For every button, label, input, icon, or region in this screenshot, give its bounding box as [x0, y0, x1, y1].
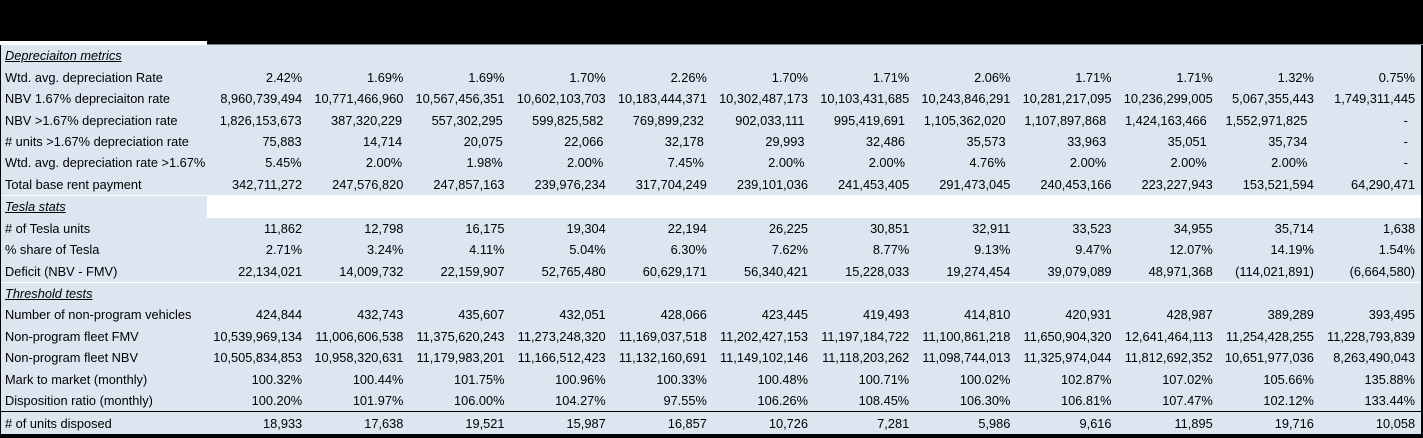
value-cell[interactable] [1118, 196, 1219, 217]
value-cell[interactable]: 1.70% [771, 69, 809, 85]
value-cell[interactable]: 60,629,171 [642, 263, 707, 279]
row-label-cell[interactable]: Mark to market (monthly) [5, 371, 148, 387]
row-label-cell[interactable]: NBV >1.67% depreciation rate [5, 112, 178, 128]
row-label-cell[interactable]: # of Tesla units [5, 220, 91, 236]
value-cell[interactable]: 419,493 [862, 307, 910, 323]
value-cell[interactable]: 11,812,692,352 [1124, 350, 1213, 366]
value-cell[interactable]: 48,971,368 [1148, 263, 1213, 279]
table-row [1, 195, 1421, 217]
value-cell[interactable]: 101.97% [352, 393, 404, 409]
value-cell[interactable]: 39,079,089 [1047, 263, 1112, 279]
value-cell[interactable]: 317,704,249 [635, 176, 707, 192]
value-cell[interactable] [308, 45, 409, 66]
value-cell[interactable] [207, 283, 308, 304]
value-cell[interactable]: 247,857,163 [433, 176, 505, 192]
value-cell[interactable] [1320, 45, 1421, 66]
value-cell[interactable]: 16,857 [667, 415, 707, 431]
value-cell[interactable]: 11,169,037,518 [618, 328, 707, 344]
value-cell[interactable]: 5,986 [978, 415, 1011, 431]
value-cell[interactable]: 0.75% [1378, 69, 1416, 85]
value-cell[interactable] [713, 196, 814, 217]
value-cell[interactable]: 10,183,444,371 [617, 91, 707, 107]
value-cell[interactable] [915, 45, 1016, 66]
value-cell[interactable]: 239,101,036 [736, 176, 809, 192]
value-cell[interactable]: 5.45% [265, 155, 302, 171]
value-cell[interactable]: 9.47% [1075, 242, 1112, 258]
header-values-band [207, 0, 1423, 45]
value-cell[interactable]: 135.88% [1364, 371, 1416, 387]
value-cell[interactable] [207, 196, 308, 217]
value-cell[interactable]: 22,159,907 [440, 263, 505, 279]
value-cell[interactable] [612, 45, 713, 66]
value-cell[interactable]: 22,134,021 [238, 263, 303, 279]
value-cell[interactable]: 428,987 [1166, 307, 1213, 323]
value-cell[interactable]: 11,149,102,146 [720, 350, 809, 366]
value-cell[interactable]: 106.30% [959, 393, 1011, 409]
value-cell[interactable]: 2.06% [974, 69, 1011, 85]
value-cell[interactable] [409, 45, 510, 66]
row-label-cell[interactable]: Non-program fleet NBV [5, 350, 138, 366]
table-row [1, 88, 1421, 109]
value-cell[interactable] [1016, 196, 1117, 217]
value-cell[interactable]: 2.00% [1069, 155, 1107, 171]
value-cell[interactable]: 342,711,272 [231, 176, 303, 192]
value-cell[interactable]: 33,523 [1072, 220, 1112, 236]
value-cell[interactable]: 10,958,320,631 [314, 350, 404, 366]
value-cell[interactable] [308, 196, 409, 217]
value-cell[interactable]: 10,505,834,853 [213, 350, 303, 366]
value-cell[interactable]: 11,132,160,691 [618, 350, 707, 366]
value-cell[interactable]: 22,066 [564, 133, 604, 149]
value-cell[interactable]: 153,521,594 [1242, 176, 1314, 192]
value-cell[interactable]: 11,254,428,255 [1225, 328, 1314, 344]
value-cell[interactable]: 223,227,943 [1141, 176, 1213, 192]
value-cell[interactable]: 4.11% [469, 242, 505, 258]
value-cell[interactable]: 15,228,033 [845, 263, 910, 279]
value-cell[interactable]: 100.33% [656, 371, 707, 387]
value-cell[interactable]: 106.00% [453, 393, 505, 409]
value-cell[interactable]: 1,424,163,466 [1124, 112, 1207, 128]
value-cell[interactable] [612, 196, 713, 217]
value-cell[interactable]: 17,638 [364, 415, 404, 431]
value-cell[interactable] [713, 45, 814, 66]
value-cell[interactable]: 1,107,897,868 [1024, 112, 1107, 128]
value-cell[interactable]: 108.45% [858, 393, 910, 409]
row-label-cell[interactable]: # of units disposed [5, 415, 112, 431]
value-cell[interactable] [308, 283, 409, 304]
value-cell[interactable]: 5.04% [569, 242, 606, 258]
value-cell[interactable]: 387,320,229 [330, 112, 403, 128]
value-cell[interactable]: - [1403, 155, 1408, 171]
value-cell[interactable]: 33,963 [1067, 133, 1107, 149]
value-cell[interactable]: 995,419,691 [833, 112, 906, 128]
value-cell[interactable]: 428,066 [660, 307, 707, 323]
value-cell[interactable]: 14,009,732 [339, 263, 404, 279]
table-row [1, 152, 1421, 173]
value-cell[interactable]: 101.75% [453, 371, 505, 387]
value-cell[interactable]: 10,103,431,685 [820, 91, 910, 107]
value-cell[interactable]: 432,051 [559, 307, 606, 323]
value-cell[interactable]: 18,933 [263, 415, 303, 431]
table-bottom-border [0, 434, 1423, 438]
value-cell[interactable]: 902,033,111 [735, 112, 805, 128]
value-cell[interactable]: 12.07% [1169, 242, 1213, 258]
value-cell[interactable]: 10,771,466,960 [314, 91, 404, 107]
value-cell[interactable]: 5,067,355,443 [1232, 91, 1314, 107]
value-cell[interactable]: 10,302,487,173 [719, 91, 809, 107]
value-cell[interactable]: 420,931 [1065, 307, 1112, 323]
value-cell[interactable]: 1.71% [1075, 69, 1112, 85]
value-cell[interactable]: 35,051 [1167, 133, 1207, 149]
value-cell[interactable]: 2.00% [868, 155, 906, 171]
value-cell[interactable]: 1.54% [1378, 242, 1416, 258]
table-row [1, 109, 1421, 130]
table-body [0, 45, 1423, 434]
value-cell[interactable]: 100.02% [959, 371, 1011, 387]
table-row [1, 218, 1421, 239]
table-row [1, 304, 1421, 325]
value-cell[interactable]: 11,862 [263, 220, 303, 236]
value-cell[interactable]: 20,075 [463, 133, 503, 149]
value-cell[interactable]: 19,521 [465, 415, 505, 431]
value-cell[interactable]: 26,225 [768, 220, 809, 236]
value-cell[interactable]: 2.00% [1170, 155, 1207, 171]
value-cell[interactable]: 2.00% [365, 155, 403, 171]
value-cell[interactable]: 100.48% [757, 371, 809, 387]
value-cell[interactable]: 19,716 [1274, 415, 1314, 431]
value-cell[interactable]: 100.71% [858, 371, 910, 387]
table-row [1, 131, 1421, 152]
value-cell[interactable]: 56,340,421 [743, 263, 809, 279]
value-cell[interactable]: 241,453,405 [838, 176, 910, 192]
value-cell[interactable] [814, 283, 915, 304]
value-cell[interactable]: 11,895 [1174, 415, 1213, 431]
value-cell[interactable]: 8.77% [872, 242, 910, 258]
value-cell[interactable]: 14.19% [1270, 242, 1314, 258]
value-cell[interactable]: 3.24% [367, 242, 404, 258]
value-cell[interactable]: 423,445 [761, 307, 809, 323]
value-cell[interactable] [612, 283, 713, 304]
value-cell[interactable]: 8,960,739,494 [220, 91, 303, 107]
value-cell[interactable]: 1.98% [466, 155, 503, 171]
value-cell[interactable]: 35,573 [966, 133, 1006, 149]
value-cell[interactable]: 107.47% [1162, 393, 1213, 409]
value-cell[interactable]: 7.62% [771, 242, 809, 258]
value-cell[interactable]: 389,289 [1267, 307, 1314, 323]
value-cell[interactable] [1320, 196, 1421, 217]
value-cell[interactable] [409, 196, 510, 217]
value-cell[interactable]: 52,765,480 [541, 263, 606, 279]
value-cell[interactable] [1118, 283, 1219, 304]
value-cell[interactable]: 104.27% [555, 393, 606, 409]
row-label-cell[interactable]: Disposition ratio (monthly) [5, 393, 153, 409]
value-cell[interactable] [1219, 196, 1320, 217]
value-cell[interactable]: 11,228,793,839 [1327, 328, 1416, 344]
value-cell[interactable]: 32,178 [664, 133, 704, 149]
value-cell[interactable]: 11,118,203,262 [822, 350, 910, 366]
value-cell[interactable]: 102.12% [1263, 393, 1314, 409]
value-cell[interactable]: 7,281 [877, 415, 910, 431]
value-cell[interactable]: 10,243,846,291 [921, 91, 1011, 107]
value-cell[interactable] [511, 45, 612, 66]
value-cell[interactable] [915, 196, 1016, 217]
value-cell[interactable]: 11,273,248,320 [517, 328, 606, 344]
value-cell[interactable]: 2.00% [1271, 155, 1308, 171]
table-row [1, 390, 1421, 411]
value-cell[interactable]: 8,263,490,043 [1333, 350, 1416, 366]
row-label-cell[interactable]: % share of Tesla [5, 242, 100, 258]
value-cell[interactable]: 10,058 [1375, 415, 1416, 431]
value-cell[interactable]: 11,166,512,423 [517, 350, 606, 366]
value-cell[interactable]: 32,911 [972, 220, 1011, 236]
value-cell[interactable]: (114,021,891) [1235, 263, 1314, 279]
value-cell[interactable] [713, 283, 814, 304]
value-cell[interactable] [915, 283, 1016, 304]
value-cell[interactable]: 102.87% [1061, 371, 1112, 387]
value-cell[interactable]: 32,486 [865, 133, 906, 149]
value-cell[interactable]: 239,976,234 [534, 176, 606, 192]
value-cell[interactable] [1219, 45, 1320, 66]
value-cell[interactable]: 769,899,232 [632, 112, 704, 128]
value-cell[interactable]: 64,290,471 [1351, 176, 1416, 192]
table-header-band [0, 0, 1423, 45]
value-cell[interactable]: 393,495 [1368, 307, 1416, 323]
value-cell[interactable]: 10,602,103,703 [516, 91, 606, 107]
table-row [1, 260, 1421, 281]
value-cell[interactable] [1016, 283, 1117, 304]
value-cell[interactable] [409, 283, 510, 304]
value-cell[interactable]: 599,825,582 [532, 112, 604, 128]
value-cell[interactable]: 22,194 [667, 220, 707, 236]
value-cell[interactable]: 9,616 [1079, 415, 1112, 431]
row-label-cell[interactable]: Number of non-program vehicles [5, 307, 192, 323]
value-cell[interactable]: 9.13% [974, 242, 1011, 258]
value-cell[interactable]: 19,304 [566, 220, 606, 236]
table-row [1, 45, 1421, 66]
value-cell[interactable]: 2.71% [265, 242, 303, 258]
value-cell[interactable]: 435,607 [458, 307, 505, 323]
section-header-cell[interactable]: Depreciaiton metrics [5, 48, 122, 64]
value-cell[interactable]: 7.45% [667, 155, 704, 171]
value-cell[interactable]: 10,726 [768, 415, 809, 431]
value-cell[interactable]: 11,650,904,320 [1023, 328, 1112, 344]
table-row [1, 411, 1421, 433]
value-cell[interactable]: 15,987 [566, 415, 606, 431]
value-cell[interactable]: 10,567,456,351 [415, 91, 505, 107]
table-row [1, 369, 1421, 390]
value-cell[interactable]: 11,202,427,153 [720, 328, 809, 344]
value-cell[interactable] [1016, 45, 1117, 66]
value-cell[interactable]: 6.30% [670, 242, 707, 258]
value-cell[interactable]: 557,302,295 [431, 112, 503, 128]
row-label-cell[interactable]: Deficit (NBV - FMV) [5, 263, 118, 279]
value-cell[interactable]: 100.20% [251, 393, 303, 409]
value-cell[interactable]: 1.71% [1176, 69, 1213, 85]
value-cell[interactable]: 1,105,362,020 [923, 112, 1006, 128]
value-cell[interactable]: 240,453,166 [1040, 176, 1112, 192]
value-cell[interactable]: 105.66% [1263, 371, 1314, 387]
value-cell[interactable]: 2.00% [567, 155, 604, 171]
value-cell[interactable]: 29,993 [765, 133, 805, 149]
value-cell[interactable] [1320, 283, 1421, 304]
value-cell[interactable]: 432,743 [357, 307, 404, 323]
value-cell[interactable]: 291,473,045 [939, 176, 1011, 192]
value-cell[interactable]: 12,641,464,113 [1124, 328, 1213, 344]
row-label-cell[interactable]: Non-program fleet FMV [5, 328, 139, 344]
value-cell[interactable]: 1,826,153,673 [219, 112, 302, 128]
value-cell[interactable]: 100.44% [352, 371, 404, 387]
value-cell[interactable]: (6,664,580) [1349, 263, 1416, 279]
value-cell[interactable] [207, 45, 308, 66]
value-cell[interactable] [1219, 283, 1320, 304]
row-label-cell[interactable]: NBV 1.67% depreciaiton rate [5, 91, 171, 107]
value-cell[interactable]: 2.00% [768, 155, 805, 171]
value-cell[interactable] [814, 196, 915, 217]
value-cell[interactable] [511, 196, 612, 217]
value-cell[interactable]: 11,098,744,013 [922, 350, 1011, 366]
value-cell[interactable]: 1,552,971,825 [1225, 112, 1308, 128]
value-cell[interactable]: 34,955 [1173, 220, 1213, 236]
value-cell[interactable]: 1,638 [1383, 220, 1416, 236]
value-cell[interactable]: 16,175 [465, 220, 505, 236]
section-header-cell[interactable]: Tesla stats [5, 199, 66, 215]
value-cell[interactable]: 97.55% [663, 393, 707, 409]
value-cell[interactable]: 11,197,184,722 [821, 328, 910, 344]
row-label-cell[interactable]: Total base rent payment [5, 176, 142, 192]
value-cell[interactable]: 424,844 [255, 307, 303, 323]
value-cell[interactable]: 100.32% [251, 371, 303, 387]
value-cell[interactable] [1118, 45, 1219, 66]
value-cell[interactable]: 11,006,606,538 [315, 328, 404, 344]
value-cell[interactable]: 1,749,311,445 [1334, 91, 1416, 107]
value-cell[interactable]: 14,714 [363, 133, 403, 149]
value-cell[interactable]: 1.69% [367, 69, 404, 85]
value-cell[interactable]: - [1403, 133, 1408, 149]
value-cell[interactable]: 11,100,861,218 [922, 328, 1011, 344]
table-row [1, 239, 1421, 260]
table-row [1, 66, 1421, 87]
value-cell[interactable]: 100.96% [555, 371, 606, 387]
value-cell[interactable] [814, 45, 915, 66]
value-cell[interactable]: 10,651,977,036 [1224, 350, 1314, 366]
table-row [1, 174, 1421, 195]
row-label-cell[interactable]: Wtd. avg. depreciation rate >1.67% [5, 155, 206, 171]
value-cell[interactable]: 11,179,983,201 [416, 350, 505, 366]
value-cell[interactable]: 1.32% [1277, 69, 1314, 85]
value-cell[interactable]: 12,798 [364, 220, 404, 236]
value-cell[interactable]: 11,325,974,044 [1023, 350, 1112, 366]
value-cell[interactable]: 106.26% [757, 393, 809, 409]
section-header-cell[interactable]: Threshold tests [5, 286, 93, 302]
row-label-cell[interactable]: # units >1.67% depreciation rate [5, 133, 189, 149]
value-cell[interactable]: 10,281,217,095 [1022, 91, 1112, 107]
table-row [1, 326, 1421, 347]
value-cell[interactable]: 133.44% [1364, 393, 1416, 409]
value-cell[interactable]: 107.02% [1162, 371, 1213, 387]
value-cell[interactable]: 1.70% [569, 69, 606, 85]
value-cell[interactable]: 4.76% [969, 155, 1006, 171]
value-cell[interactable]: 106.81% [1061, 393, 1112, 409]
value-cell[interactable]: 30,851 [870, 220, 910, 236]
table-row [1, 347, 1421, 368]
value-cell[interactable]: 10,539,969,134 [213, 328, 303, 344]
value-cell[interactable]: 1.71% [872, 69, 910, 85]
value-cell[interactable]: 247,576,820 [332, 176, 404, 192]
value-cell[interactable]: 2.26% [670, 69, 707, 85]
value-cell[interactable]: 35,734 [1268, 133, 1308, 149]
row-label-cell[interactable]: Wtd. avg. depreciation Rate [5, 69, 163, 85]
value-cell[interactable]: 10,236,299,005 [1123, 91, 1213, 107]
value-cell[interactable]: 414,810 [964, 307, 1011, 323]
value-cell[interactable]: 75,883 [262, 133, 302, 149]
value-cell[interactable]: 1.69% [468, 69, 505, 85]
header-label-column-cell [0, 0, 207, 45]
value-cell[interactable]: 35,714 [1274, 220, 1314, 236]
value-cell[interactable]: 2.42% [265, 69, 303, 85]
table-row [1, 282, 1421, 304]
value-cell[interactable]: 19,274,454 [946, 263, 1011, 279]
value-cell[interactable] [511, 283, 612, 304]
value-cell[interactable]: - [1403, 112, 1408, 128]
value-cell[interactable]: 11,375,620,243 [416, 328, 505, 344]
